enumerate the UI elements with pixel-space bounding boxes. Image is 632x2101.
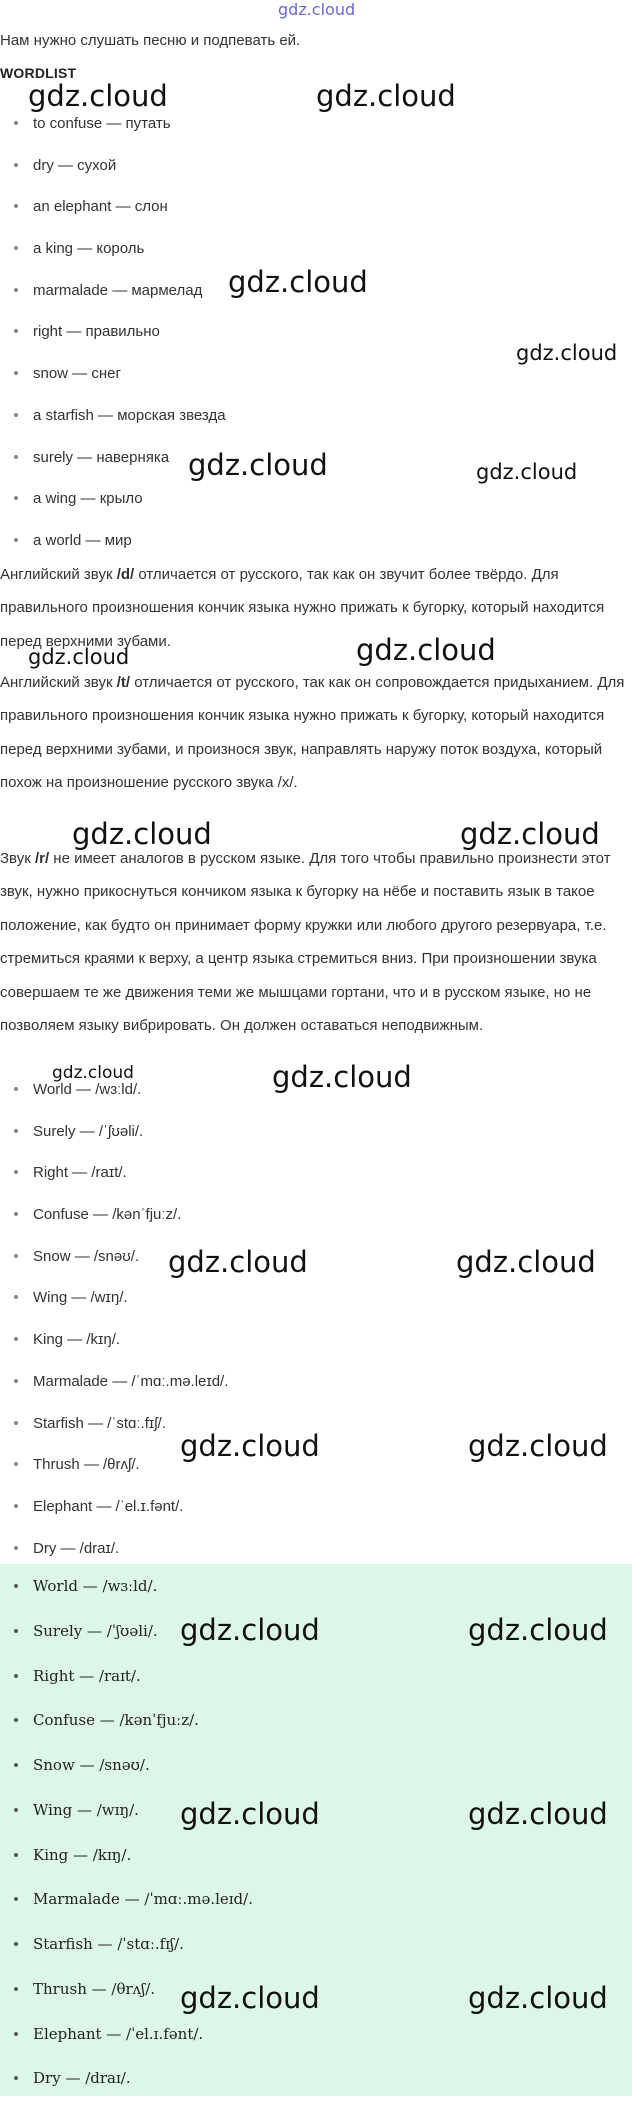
pronunciation-answer-item: World — /wɜːld/.	[0, 1564, 632, 1609]
bullet-icon	[14, 1421, 18, 1425]
bullet-icon	[14, 1462, 18, 1466]
bullet-icon	[14, 1087, 18, 1091]
pronunciation-item: Elephant — /ˈel.ɪ.fənt/.	[0, 1486, 632, 1528]
watermark: gdz.cloud	[28, 79, 168, 113]
watermark: gdz.cloud	[52, 1063, 134, 1083]
watermark: gdz.cloud	[28, 645, 130, 669]
pronunciation-item: Starfish — /ˈstɑː.fɪʃ/.	[0, 1403, 632, 1445]
watermark: gdz.cloud	[72, 817, 212, 851]
sound-symbol: /r/	[34, 850, 50, 867]
bullet-icon	[14, 496, 18, 500]
pronunciation-item: Confuse — /kənˈfjuːz/.	[0, 1194, 632, 1236]
bullet-icon	[14, 246, 18, 250]
pronunciation-item: Snow — /snəʊ/.	[0, 1236, 632, 1278]
bullet-icon	[14, 371, 18, 375]
paragraph-sound-t: Английский звук /t/ отличается от русского, так как он сопровождается придыханием. Для правильного произношения кончик языка нужно прижать к бугорку, который находится перед верхними зубами, и произнося звук, направлять наружу поток воздуха, который похож на произношение русского звука /х/.	[0, 674, 625, 792]
pronunciation-answer-item: Elephant — /ˈel.ɪ.fənt/.	[0, 2012, 632, 2057]
pronunciation-list	[0, 1069, 632, 1569]
bullet-icon	[14, 1584, 18, 1588]
pronunciation-answer-item: King — /kɪŋ/.	[0, 1833, 632, 1878]
paragraph-sound-d: Английский звук /d/ отличается от русского, так как он звучит более твёрдо. Для правильного произношения кончик языка нужно прижать к бугорку, который находится перед верхними зубами.	[0, 566, 605, 650]
sound-symbol: /t/	[116, 674, 131, 691]
watermark: gdz.cloud	[180, 1981, 320, 2015]
bullet-icon	[14, 1808, 18, 1812]
pronunciation-answer-item: Starfish — /ˈstɑː.fɪʃ/.	[0, 1922, 632, 1967]
intro-text: Нам нужно слушать песню и подпевать ей.	[0, 32, 301, 49]
bullet-icon	[14, 2076, 18, 2080]
bullet-icon	[14, 1897, 18, 1901]
bullet-icon	[14, 1763, 18, 1767]
bullet-icon	[14, 1718, 18, 1722]
bullet-icon	[14, 1504, 18, 1508]
wordlist-item: a starfish — морская звезда	[0, 395, 632, 437]
bullet-icon	[14, 1987, 18, 1991]
wordlist-item: surely — наверняка	[0, 437, 632, 479]
bullet-icon	[14, 329, 18, 333]
pronunciation-answer-item: Surely — /ˈʃʊəli/.	[0, 1609, 632, 1654]
pronunciation-answer-item: Right — /raɪt/.	[0, 1654, 632, 1699]
watermark: gdz.cloud	[468, 1797, 608, 1831]
bullet-icon	[14, 1337, 18, 1341]
bullet-icon	[14, 121, 18, 125]
wordlist-item: a world — мир	[0, 520, 632, 562]
bullet-icon	[14, 1546, 18, 1550]
bullet-icon	[14, 1853, 18, 1857]
wordlist-heading: WORDLIST	[0, 65, 77, 81]
wordlist	[0, 103, 632, 562]
watermark: gdz.cloud	[272, 1060, 412, 1094]
bullet-icon	[14, 1629, 18, 1633]
pronunciation-item: Marmalade — /ˈmɑː.mə.leɪd/.	[0, 1361, 632, 1403]
bullet-icon	[14, 413, 18, 417]
watermark: gdz.cloud	[356, 633, 496, 667]
watermark: gdz.cloud	[180, 1613, 320, 1647]
bullet-icon	[14, 538, 18, 542]
bullet-icon	[14, 204, 18, 208]
watermark: gdz.cloud	[228, 265, 368, 299]
wordlist-item: dry — сухой	[0, 145, 632, 187]
bullet-icon	[14, 163, 18, 167]
watermark: gdz.cloud	[468, 1981, 608, 2015]
bullet-icon	[14, 455, 18, 459]
bullet-icon	[14, 1295, 18, 1299]
watermark: gdz.cloud	[168, 1245, 308, 1279]
pronunciation-item: Dry — /draɪ/.	[0, 1528, 632, 1570]
watermark: gdz.cloud	[516, 341, 618, 365]
watermark: gdz.cloud	[316, 79, 456, 113]
watermark: gdz.cloud	[468, 1429, 608, 1463]
wordlist-item: a king — король	[0, 228, 632, 270]
watermark: gdz.cloud	[180, 1429, 320, 1463]
site-watermark-top: gdz.cloud	[278, 0, 356, 19]
pronunciation-answer-item: Snow — /snəʊ/.	[0, 1743, 632, 1788]
watermark: gdz.cloud	[468, 1613, 608, 1647]
pronunciation-answer-item: Thrush — /θrʌʃ/.	[0, 1967, 632, 2012]
watermark: gdz.cloud	[476, 460, 578, 484]
bullet-icon	[14, 1212, 18, 1216]
bullet-icon	[14, 1379, 18, 1383]
pronunciation-answer-item: Dry — /draɪ/.	[0, 2056, 632, 2101]
wordlist-item: marmalade — мармелад	[0, 270, 632, 312]
pronunciation-item: King — /kɪŋ/.	[0, 1319, 632, 1361]
watermark: gdz.cloud	[460, 817, 600, 851]
paragraph-sound-r: Звук /r/ не имеет аналогов в русском языке. Для того чтобы правильно произнести этот звук, нужно прикоснуться кончиком языка к бугорку на нёбе и поставить язык в такое положение, как будто он принимает форму кружки или любого другого резервуара, т.е. стремиться краями к верху, а центр языка стремиться вниз. При произношении звука совершаем те же движения теми же мышцами гортани, что и в русском языке, но не позволяем языку вибрировать. Он должен оставаться неподвижным.	[0, 850, 611, 1035]
pronunciation-answer-item: Wing — /wɪŋ/.	[0, 1788, 632, 1833]
pronunciation-answer-list	[0, 1564, 632, 2101]
pronunciation-item: World — /wɜːld/.	[0, 1069, 632, 1111]
wordlist-item: an elephant — слон	[0, 186, 632, 228]
bullet-icon	[14, 1674, 18, 1678]
pronunciation-item: Thrush — /θrʌʃ/.	[0, 1444, 632, 1486]
bullet-icon	[14, 1170, 18, 1174]
watermark: gdz.cloud	[180, 1797, 320, 1831]
watermark: gdz.cloud	[188, 448, 328, 482]
wordlist-item: to confuse — путать	[0, 103, 632, 145]
wordlist-item: right — правильно	[0, 311, 632, 353]
pronunciation-answer-item: Marmalade — /ˈmɑː.mə.leɪd/.	[0, 1877, 632, 1922]
bullet-icon	[14, 2032, 18, 2036]
watermark: gdz.cloud	[456, 1245, 596, 1279]
bullet-icon	[14, 1254, 18, 1258]
bullet-icon	[14, 1942, 18, 1946]
sound-symbol: /d/	[116, 566, 135, 583]
wordlist-item: snow — снег	[0, 353, 632, 395]
wordlist-item: a wing — крыло	[0, 478, 632, 520]
pronunciation-item: Right — /raɪt/.	[0, 1152, 632, 1194]
bullet-icon	[14, 288, 18, 292]
bullet-icon	[14, 1129, 18, 1133]
pronunciation-item: Surely — /ˈʃʊəli/.	[0, 1111, 632, 1153]
pronunciation-answer-item: Confuse — /kənˈfjuːz/.	[0, 1698, 632, 1743]
pronunciation-item: Wing — /wɪŋ/.	[0, 1277, 632, 1319]
